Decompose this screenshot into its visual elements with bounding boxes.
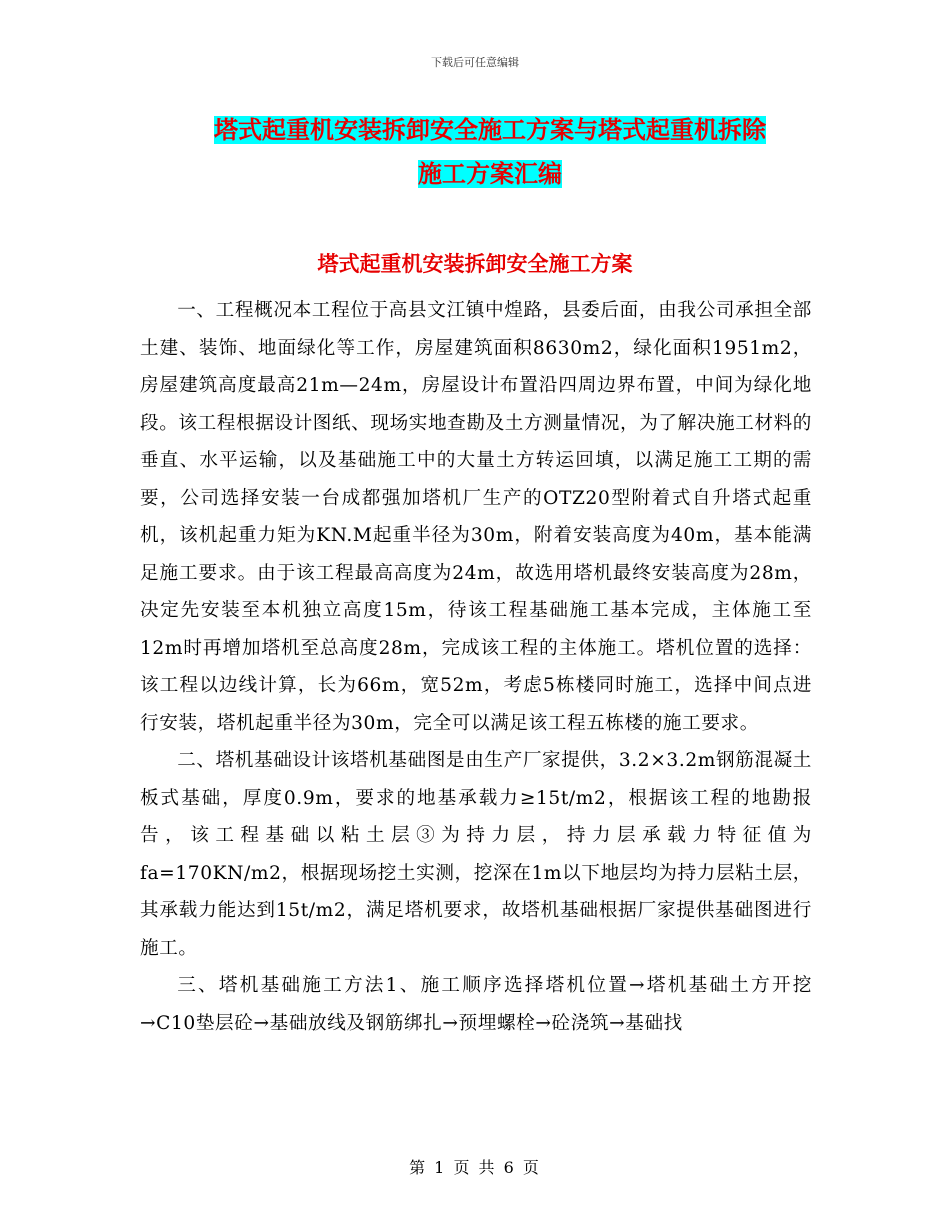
section-title: 塔式起重机安装拆卸安全施工方案 bbox=[317, 252, 633, 276]
body-text bbox=[140, 292, 812, 1042]
title-line-2: 施工方案汇编 bbox=[418, 160, 562, 188]
paragraph-foundation-design: 二、塔机基础设计该塔机基础图是由生产厂家提供，3.2×3.2m钢筋混凝土板式基础，厚度0.9m，要求的地基承载力≥15t/m2，根据该工程的地勘报告，该工程基础以粘土层③为持力层，持力层承载力特征值为fa=170KN/m2，根据现场挖土实测，挖深在1m以下地层均为持力层粘土层，其承载力能达到15t/m2，满足塔机要求，故塔机基础根据厂家提供基础图进行施工。 bbox=[140, 750, 812, 959]
document-title bbox=[140, 108, 840, 196]
title-line-1: 塔式起重机安装拆卸安全施工方案与塔式起重机拆除 bbox=[214, 116, 766, 144]
page-footer: 第 1 页 共 6 页 bbox=[409, 1158, 541, 1177]
header-note: 下载后可任意编辑 bbox=[431, 56, 519, 69]
paragraph-construction-method: 三、塔机基础施工方法1、施工顺序选择塔机位置→塔机基础土方开挖→C10垫层砼→基础放线及钢筋绑扎→预埋螺栓→砼浇筑→基础找 bbox=[140, 975, 812, 1034]
paragraph-project-overview: 一、工程概况本工程位于高县文江镇中煌路，县委后面，由我公司承担全部土建、装饰、地面绿化等工作，房屋建筑面积8630m2，绿化面积1951m2，房屋建筑高度最高21m—24m，房屋设计布置沿四周边界布置，中间为绿化地段。该工程根据设计图纸、现场实地查勘及土方测量情况，为了解决施工材料的垂直、水平运输，以及基础施工中的大量土方转运回填，以满足施工工期的需要，公司选择安装一台成都强加塔机厂生产的OTZ20型附着式自升塔式起重机，该机起重力矩为KN.M起重半径为30m，附着安装高度为40m，基本能满足施工要求。由于该工程最高高度为24m，故选用塔机最终安装高度为28m，决定先安装至本机独立高度15m，待该工程基础施工基本完成，主体施工至12m时再增加塔机至总高度28m，完成该工程的主体施工。塔机位置的选择：该工程以边线计算，长为66m，宽52m，考虑5栋楼同时施工，选择中间点进行安装，塔机起重半径为30m，完全可以满足该工程五栋楼的施工要求。 bbox=[140, 300, 812, 734]
